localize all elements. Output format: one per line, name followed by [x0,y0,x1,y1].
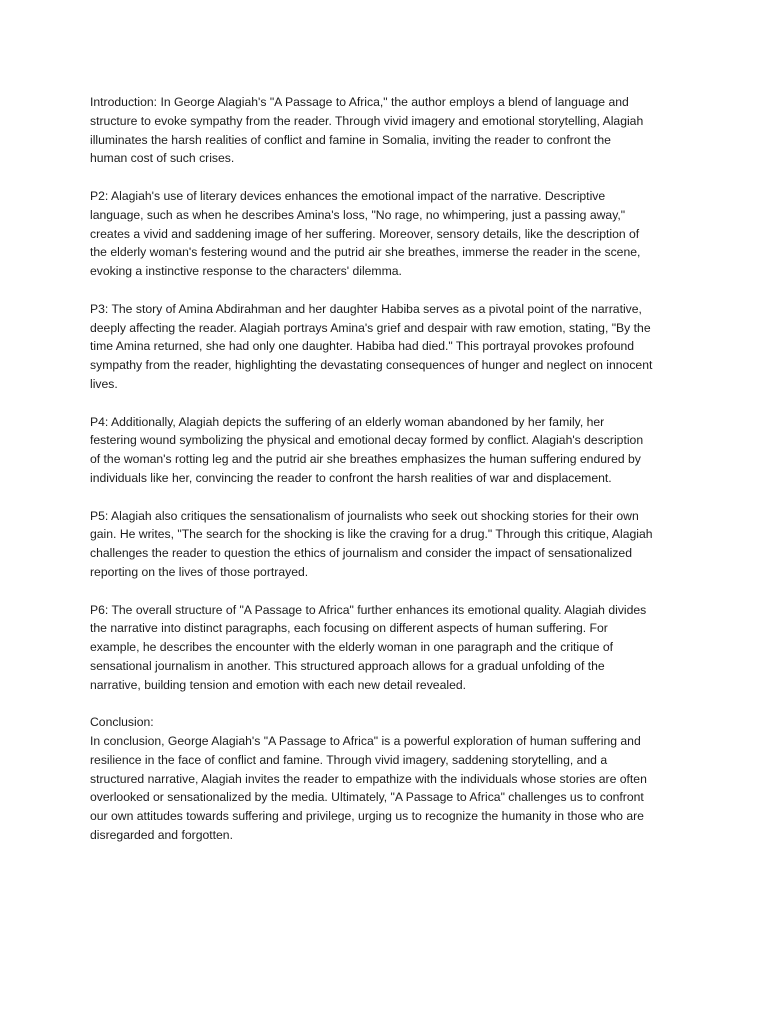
text-line: overlooked or sensationalized by the media. Ultimately, "A Passage to Africa" challenges us to confront [90,790,644,805]
paragraph-p5 [90,507,690,582]
text-line: challenges the reader to question the ethics of journalism and consider the impact of sensationalized [90,546,632,561]
text-line: resilience in the face of conflict and famine. Through vivid imagery, saddening storytelling, and a [90,752,608,767]
text-line: creates a vivid and saddening image of her suffering. Moreover, sensory details, like the description of [90,226,640,241]
paragraph-p4 [90,413,690,488]
text-line: our own attitudes towards suffering and privilege, urging us to recognize the humanity in those who are [90,809,644,824]
text-line: P5: Alagiah also critiques the sensationalism of journalists who seek out shocking stories for their own [90,508,639,523]
text-line: structured narrative, Alagiah invites the reader to empathize with the individuals whose stories are often [90,771,647,786]
paragraph-introduction [90,93,690,168]
text-line: illuminates the harsh realities of conflict and famine in Somalia, inviting the reader to confront the [90,132,611,147]
text-line: structure to evoke sympathy from the reader. Through vivid imagery and emotional storytelling, Alagiah [90,113,644,128]
paragraph-p3 [90,300,690,394]
text-line: narrative, building tension and emotion with each new detail revealed. [90,677,467,692]
text-line: reporting on the lives of those portrayed. [90,564,309,579]
text-line: Introduction: In George Alagiah's "A Passage to Africa," the author employs a blend of language and [90,95,629,109]
text-line: human cost of such crises. [90,151,235,166]
text-line: P3: The story of Amina Abdirahman and her daughter Habiba serves as a pivotal point of the narrative, [90,301,642,316]
text-line: of the woman's rotting leg and the putrid air she breathes emphasizes the human suffering endured by [90,452,641,467]
text-line: the elderly woman's festering wound and the putrid air she breathes, immerse the reader in the scene, [90,245,641,260]
text-line: sympathy from the reader, highlighting the devastating consequences of hunger and neglect on innocent [90,358,653,373]
text-line: P6: The overall structure of "A Passage to Africa" further enhances its emotional quality. Alagiah divides [90,602,647,617]
text-line: individuals like her, convincing the reader to confront the harsh realities of war and displacement. [90,470,612,485]
text-line: time Amina returned, she had only one daughter. Habiba had died." This portrayal provokes profound [90,339,635,354]
text-line: language, such as when he describes Amina's loss, "No rage, no whimpering, just a passing away," [90,207,626,222]
text-line: deeply affecting the reader. Alagiah portrays Amina's grief and despair with raw emotion, stating, "By the [90,320,651,335]
text-line: evoking a instinctive response to the characters' dilemma. [90,264,402,279]
text-line: disregarded and forgotten. [90,828,233,843]
paragraph-p6 [90,601,690,695]
text-line: gain. He writes, "The search for the shocking is like the craving for a drug." Through this critique, Alagiah [90,527,653,542]
text-line: P4: Additionally, Alagiah depicts the suffering of an elderly woman abandoned by her family, her [90,414,605,429]
paragraph-conclusion [90,713,690,845]
paragraph-p2 [90,187,690,281]
text-line: lives. [90,376,118,391]
text-line: festering wound symbolizing the physical and emotional decay formed by conflict. Alagiah's description [90,433,644,448]
document-body [90,93,690,864]
text-line: In conclusion, George Alagiah's "A Passage to Africa" is a powerful exploration of human suffering and [90,734,641,749]
text-line: sensational journalism in another. This structured approach allows for a gradual unfolding of the [90,658,605,673]
text-line: P2: Alagiah's use of literary devices enhances the emotional impact of the narrative. Descriptive [90,188,606,203]
text-line: example, he describes the encounter with the elderly woman in one paragraph and the critique of [90,640,614,655]
text-line: the narrative into distinct paragraphs, each focusing on different aspects of human suffering. For [90,621,608,636]
conclusion-heading: Conclusion: [90,715,154,730]
